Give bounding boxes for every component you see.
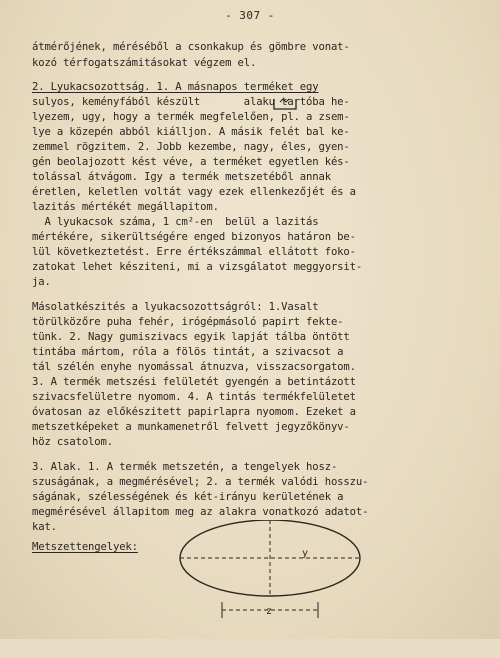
text-line: tintába mártom, róla a fölös tintát, a szivacsot a xyxy=(32,346,344,358)
text-line: lyezem, ugy, hogy a termék megfelelően, pl. a zsem- xyxy=(32,111,350,123)
text-line: ja. xyxy=(32,276,51,288)
section-heading-line: 3. Alak. 1. A termék metszetén, a tengelyek hosz- xyxy=(32,461,338,473)
text-line: óvatosan az előkészitett papirlapra nyomom. Ezeket a xyxy=(32,406,356,418)
text-line: gén beolajozott kést véve, a terméket egyetlen kés- xyxy=(32,156,350,168)
text-line: tünk. 2. Nagy gumiszivacs egyik lapját tálba öntött xyxy=(32,331,350,343)
text-line: szuságának, a megmérésével; 2. a termék valódi hosszu- xyxy=(32,476,369,488)
subheading-line: Másolatkészités a lyukacsozottságról: 1.Vasalt xyxy=(32,301,319,313)
text-line: zemmel rögzitem. 2. Jobb kezembe, nagy, éles, gyen- xyxy=(32,141,350,153)
text-line: éretlen, keletlen voltát vagy ezek ellenkezőjét és a xyxy=(32,186,356,198)
text-line: mértékére, sikerültségére enged bizonyos határon be- xyxy=(32,231,356,243)
text-line: kozó térfogatszámitásokat végzem el. xyxy=(32,57,257,69)
text-line: átmérőjének, méréséből a csonkakup és gömbre vonat- xyxy=(32,41,350,53)
mold-shape-icon xyxy=(272,96,298,110)
text-line: tolással átvágom. Igy a termék metszetéből annak xyxy=(32,171,331,183)
page-number: - 307 - xyxy=(225,9,275,22)
text-line: metszetképeket a munkamenetről felvett jegyzőkönyv- xyxy=(32,421,350,433)
axis-z-label: z xyxy=(266,606,273,617)
text-line: höz csatolom. xyxy=(32,436,113,448)
text-line: törülközőre puha fehér, irógépmásoló papirt fekte- xyxy=(32,316,344,328)
text-line: tál szélén enyhe nyomással átnuzva, visszacsorgatom. xyxy=(32,361,356,373)
axis-y-label: y xyxy=(302,548,309,559)
text-line: megmérésével állapitom meg az alakra vonatkozó adatot- xyxy=(32,506,369,518)
text-line: lazitás mértékét megállapitom. xyxy=(32,201,219,213)
cross-section-diagram xyxy=(170,520,400,654)
text-line: lye a közepén abból kiálljon. A másik felét bal ke- xyxy=(32,126,350,138)
text-line: zatokat lehet késziteni, mi a vizsgálatot meggyorsit- xyxy=(32,261,363,273)
text-line: kat. xyxy=(32,521,57,533)
text-line: 3. A termék metszési felületét gyengén a betintázott xyxy=(32,376,356,388)
text-line: lül következtetést. Erre értékszámmal ellátott foko- xyxy=(32,246,356,258)
text-line: ságának, szélességének és két-irányu kerületének a xyxy=(32,491,344,503)
text-line: A lyukacsok száma, 1 cm²-en belül a lazitás xyxy=(32,216,319,228)
section-heading-line: 2. Lyukacsozottság. 1. A másnapos terméket egy xyxy=(32,81,319,93)
text-line: sulyos, keményfából készült alaku tartóba he- xyxy=(32,96,350,108)
text-line: szivacsfelületre nyomom. 4. A tintás termékfelületet xyxy=(32,391,356,403)
figure-caption: Metszettengelyek: xyxy=(32,541,138,553)
